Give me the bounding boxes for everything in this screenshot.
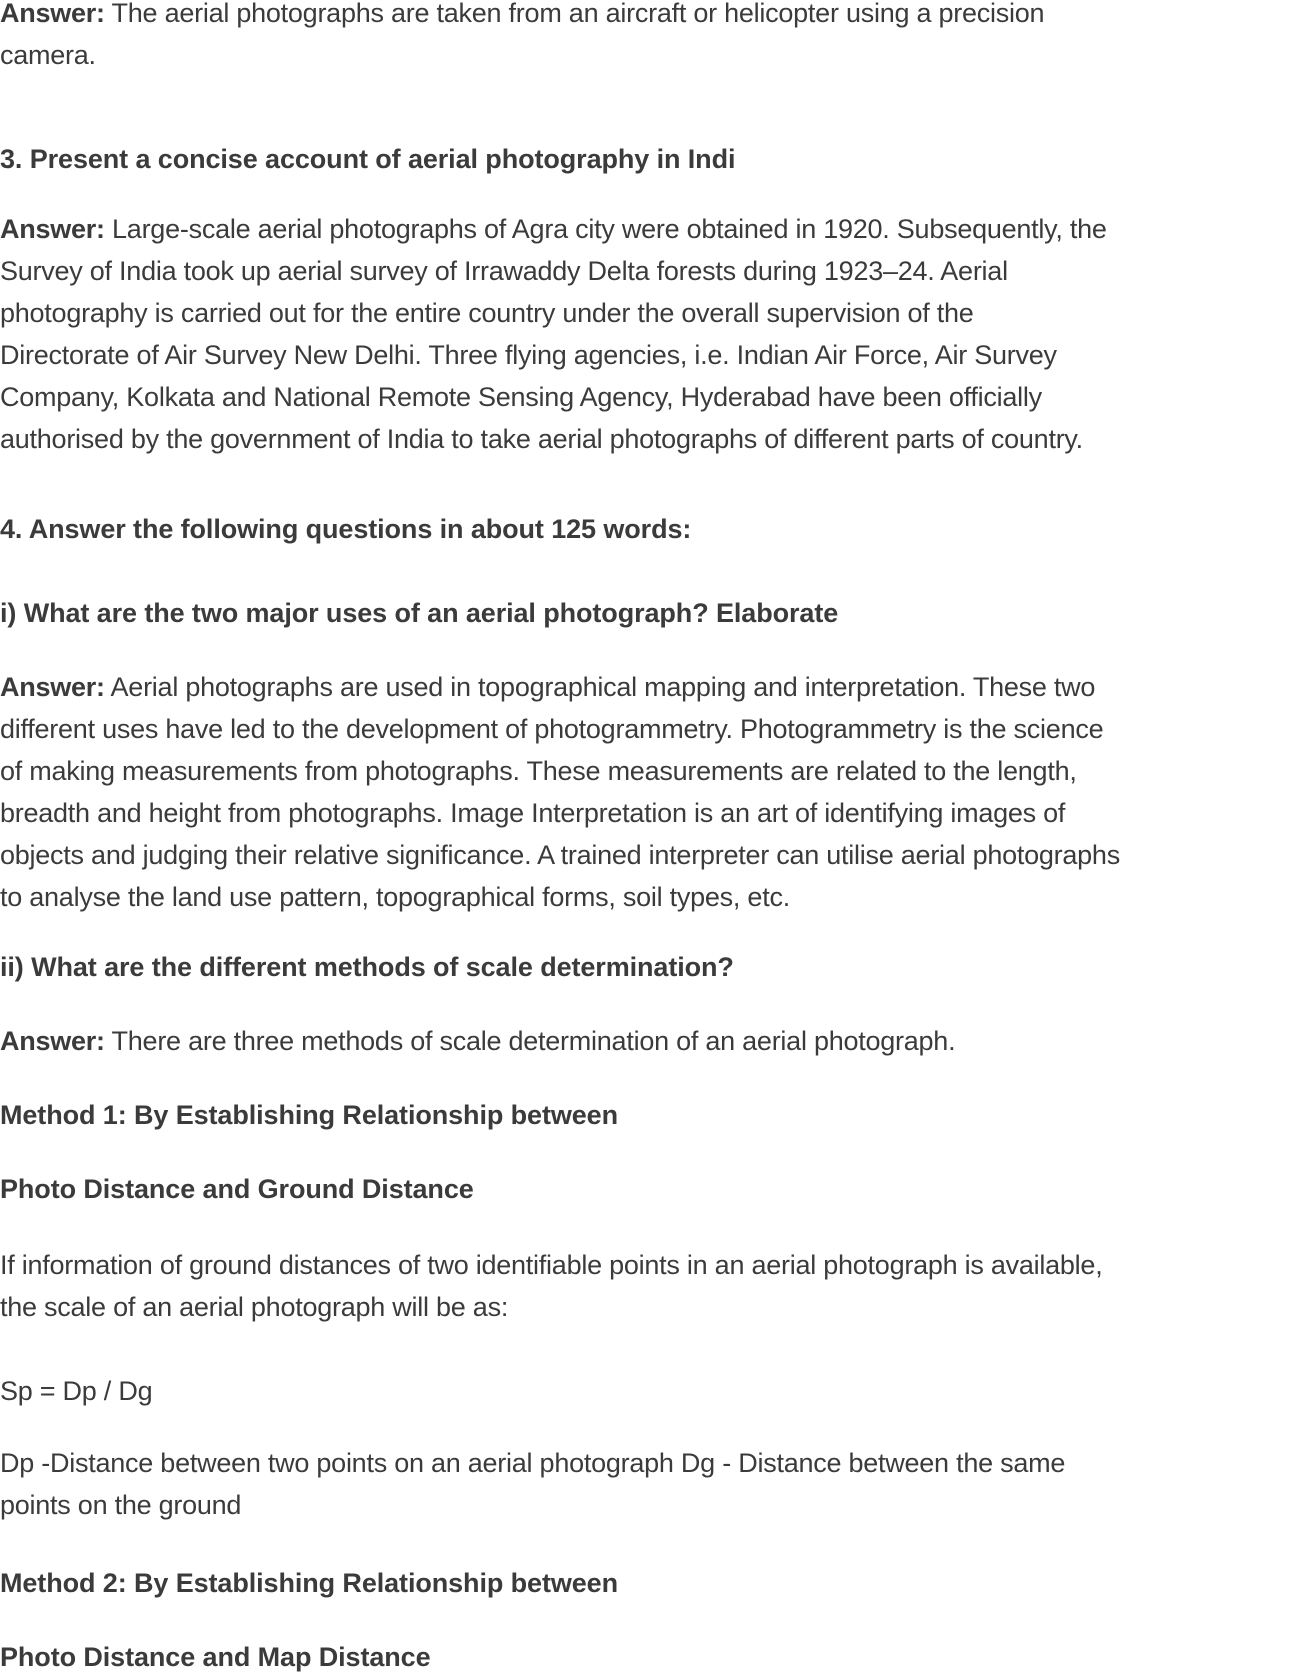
answer-text-line: Survey of India took up aerial survey of Irrawaddy Delta forests during 1923–24. Aerial	[0, 256, 1008, 286]
answer-text-line: of making measurements from photographs. These measurements are related to the length,	[0, 756, 1077, 786]
method-1-heading-line-2: Photo Distance and Ground Distance	[0, 1174, 474, 1204]
method-1-heading-line-1: Method 1: By Establishing Relationship between	[0, 1100, 618, 1130]
answer-text-line: Aerial photographs are used in topographical mapping and interpretation. These two	[104, 672, 1096, 702]
answer-label: Answer:	[0, 214, 105, 244]
answer-label: Answer:	[0, 672, 105, 702]
q4i-answer-paragraph	[0, 666, 1297, 918]
question-3-heading: 3. Present a concise account of aerial photography in Indi	[0, 144, 736, 174]
answer-text-line: Large-scale aerial photographs of Agra city were obtained in 1920. Subsequently, the	[104, 214, 1107, 244]
answer-text-line: to analyse the land use pattern, topographical forms, soil types, etc.	[0, 882, 790, 912]
answer-label: Answer:	[0, 1026, 105, 1056]
answer-text-line: breadth and height from photographs. Image Interpretation is an art of identifying images of	[0, 798, 1066, 828]
method-1-description	[0, 1244, 1297, 1328]
answer-text: There are three methods of scale determination of an aerial photograph.	[104, 1026, 956, 1056]
answer-text-line: objects and judging their relative significance. A trained interpreter can utilise aerial photographs	[0, 840, 1120, 870]
method-2-heading-line-1: Method 2: By Establishing Relationship between	[0, 1568, 618, 1598]
formula-legend	[0, 1442, 1297, 1526]
description-line: the scale of an aerial photograph will be as:	[0, 1292, 509, 1322]
answer-text-line: camera.	[0, 40, 96, 70]
question-4i-heading: i) What are the two major uses of an aerial photograph? Elaborate	[0, 598, 839, 628]
legend-line: Dp -Distance between two points on an aerial photograph Dg - Distance between the same	[0, 1448, 1066, 1478]
description-line: If information of ground distances of two identifiable points in an aerial photograph is available,	[0, 1250, 1103, 1280]
answer-text-line: The aerial photographs are taken from an aircraft or helicopter using a precision	[104, 0, 1045, 28]
answer-text-line: Directorate of Air Survey New Delhi. Three flying agencies, i.e. Indian Air Force, Air Survey	[0, 340, 1057, 370]
answer-text-line: different uses have led to the development of photogrammetry. Photogrammetry is the science	[0, 714, 1104, 744]
answer-text-line: photography is carried out for the entire country under the overall supervision of the	[0, 298, 974, 328]
scale-formula: Sp = Dp / Dg	[0, 1376, 153, 1406]
question-4-heading: 4. Answer the following questions in about 125 words:	[0, 514, 692, 544]
q4ii-answer-paragraph	[0, 1020, 1297, 1062]
answer-text-line: authorised by the government of India to take aerial photographs of different parts of country.	[0, 424, 1083, 454]
q2-answer-paragraph	[0, 0, 1297, 76]
question-4ii-heading: ii) What are the different methods of scale determination?	[0, 952, 734, 982]
answer-label: Answer:	[0, 0, 105, 28]
legend-line: points on the ground	[0, 1490, 242, 1520]
answer-text-line: Company, Kolkata and National Remote Sensing Agency, Hyderabad have been officially	[0, 382, 1042, 412]
q3-answer-paragraph	[0, 208, 1297, 460]
method-2-heading-line-2: Photo Distance and Map Distance	[0, 1642, 431, 1672]
